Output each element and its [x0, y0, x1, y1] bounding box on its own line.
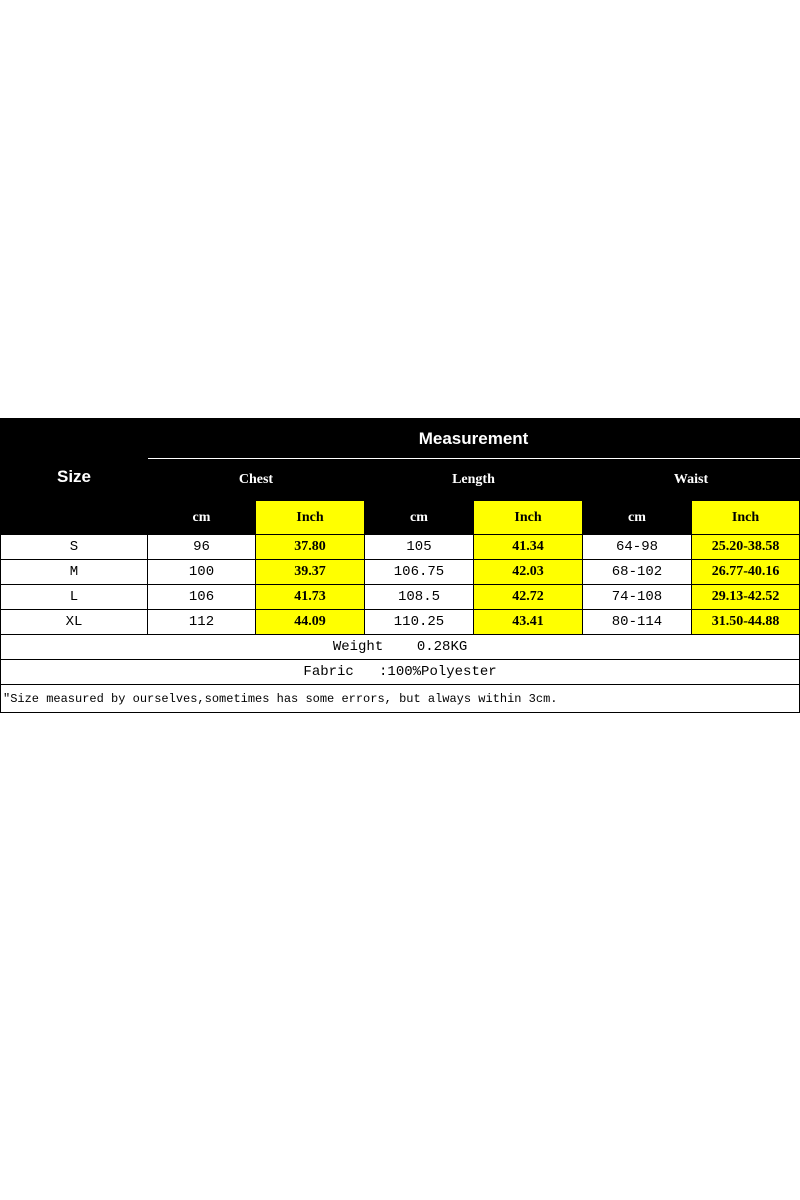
waist-inch-cell: 29.13-42.52: [692, 585, 800, 610]
waist-cm-cell: 74-108: [583, 585, 692, 610]
chest-inch-cell: 39.37: [256, 560, 365, 585]
chest-cm-header: cm: [148, 501, 256, 535]
length-cm-header: cm: [365, 501, 474, 535]
size-cell: L: [1, 585, 148, 610]
table-row: [1, 535, 800, 560]
chest-cm-cell: 106: [148, 585, 256, 610]
size-cell: XL: [1, 610, 148, 635]
chest-inch-cell: 44.09: [256, 610, 365, 635]
chest-header: Chest: [148, 459, 365, 501]
table-row: [1, 560, 800, 585]
table-row: [1, 585, 800, 610]
length-inch-cell: 43.41: [474, 610, 583, 635]
length-cm-cell: 110.25: [365, 610, 474, 635]
measurement-header: Measurement: [148, 419, 800, 459]
waist-inch-cell: 25.20-38.58: [692, 535, 800, 560]
chest-cm-cell: 100: [148, 560, 256, 585]
waist-inch-header: Inch: [692, 501, 800, 535]
length-cm-cell: 105: [365, 535, 474, 560]
waist-cm-cell: 80-114: [583, 610, 692, 635]
size-note: "Size measured by ourselves,sometimes has some errors, but always within 3cm.: [1, 685, 800, 713]
length-inch-cell: 42.03: [474, 560, 583, 585]
waist-header: Waist: [583, 459, 800, 501]
fabric-row: Fabric :100%Polyester: [1, 660, 800, 685]
chest-inch-header: Inch: [256, 501, 365, 535]
size-cell: M: [1, 560, 148, 585]
size-cell: S: [1, 535, 148, 560]
waist-cm-cell: 64-98: [583, 535, 692, 560]
length-cm-cell: 106.75: [365, 560, 474, 585]
length-inch-cell: 41.34: [474, 535, 583, 560]
waist-cm-header: cm: [583, 501, 692, 535]
waist-inch-cell: 26.77-40.16: [692, 560, 800, 585]
length-inch-cell: 42.72: [474, 585, 583, 610]
weight-row: Weight 0.28KG: [1, 635, 800, 660]
chest-inch-cell: 37.80: [256, 535, 365, 560]
length-header: Length: [365, 459, 583, 501]
length-cm-cell: 108.5: [365, 585, 474, 610]
table-row: [1, 610, 800, 635]
size-chart-table: [0, 418, 800, 713]
length-inch-header: Inch: [474, 501, 583, 535]
chest-cm-cell: 96: [148, 535, 256, 560]
waist-inch-cell: 31.50-44.88: [692, 610, 800, 635]
waist-cm-cell: 68-102: [583, 560, 692, 585]
chest-inch-cell: 41.73: [256, 585, 365, 610]
size-header: Size: [1, 419, 148, 535]
chest-cm-cell: 112: [148, 610, 256, 635]
